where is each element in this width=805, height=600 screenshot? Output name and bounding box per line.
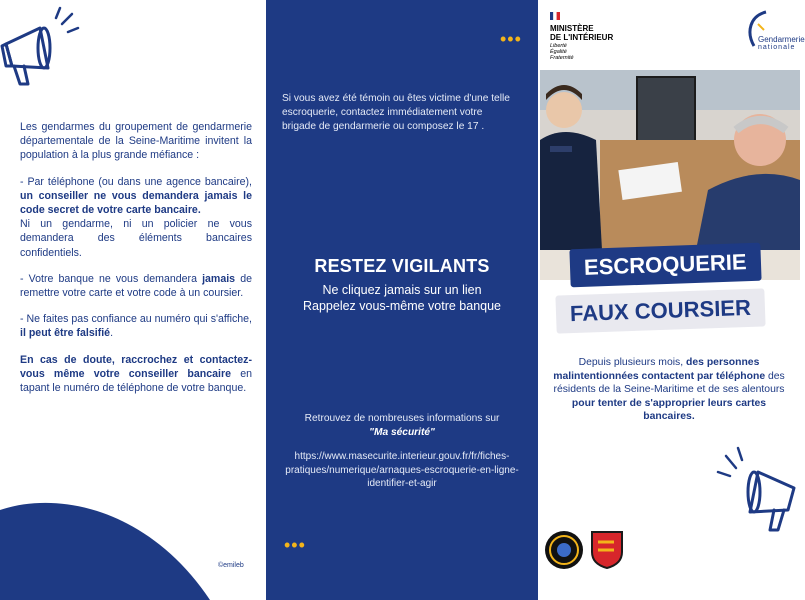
escroquerie-banner: ESCROQUERIE	[569, 243, 761, 288]
gendarmerie-unit-badge-icon	[544, 530, 584, 570]
republic-motto: Liberté Égalité Fraternité	[550, 43, 574, 61]
faux-coursier-banner: FAUX COURSIER	[555, 288, 765, 333]
ma-securite-label: "Ma sécurité"	[369, 426, 435, 438]
info-text: Retrouvez de nombreuses informations sur "Ma sécurité"	[282, 412, 522, 439]
marianne-logo-icon	[550, 12, 560, 20]
vigilance-title: RESTEZ VIGILANTS	[314, 256, 490, 276]
decorative-wave	[0, 490, 266, 600]
bank-warning: - Votre banque ne vous demandera jamais de remettre votre carte et votre code à un coursier.	[20, 272, 252, 300]
victim-advice: Si vous avez été témoin ou êtes victime d'une telle escroquerie, contactez immédiatement votre brigade de gendarmerie ou composez le 17 .	[282, 93, 510, 132]
megaphone-icon	[0, 6, 80, 92]
number-warning: - Ne faites pas confiance au numéro qui s'affiche, il peut être falsifié.	[20, 313, 252, 340]
phone-warning: - Par téléphone (ou dans une agence bancaire), un conseiller ne vous demandera jamais le code secret de votre carte bancaire. Ni un gendarme, ni un policier ne vous demandera des éléments bancaires confidentiels.	[20, 175, 252, 259]
decorative-dots-top: •••	[500, 29, 522, 49]
normandy-shield-icon	[590, 530, 624, 570]
credit-text: ©emileb	[218, 562, 244, 569]
ministry-name: MINISTÈRE DE L'INTÉRIEUR	[550, 24, 614, 42]
doubt-advice: En cas de doute, raccrochez et contactez-vous même votre conseiller bancaire en tapant le numéro de téléphone de votre banque.	[20, 353, 252, 395]
left-body-text	[20, 120, 252, 407]
left-panel	[0, 0, 266, 600]
link-warning: Ne cliquez jamais sur un lien	[322, 283, 482, 297]
info-url-link[interactable]: https://www.masecurite.interieur.gouv.fr/fr/fiches-pratiques/numerique/arnaques-escroquerie-en-ligne-identifier-et-agir	[285, 451, 519, 489]
call-bank-advice: Rappelez vous-même votre banque	[302, 299, 502, 313]
middle-panel	[266, 0, 538, 600]
right-body-text: Depuis plusieurs mois, des personnes malintentionnées contactent par téléphone des résidents de la Seine-Maritime et de ses alentours pour tenter de s'approprier leurs cartes bancaires.	[553, 357, 785, 422]
gendarmerie-label: Gendarmerie nationale	[758, 35, 805, 51]
decorative-dots-bottom: •••	[284, 535, 306, 555]
intro-paragraph: Les gendarmes du groupement de gendarmerie départementale de la Seine-Maritime invitent la population à la plus grande méfiance :	[20, 121, 252, 162]
megaphone-icon-right	[696, 446, 800, 538]
